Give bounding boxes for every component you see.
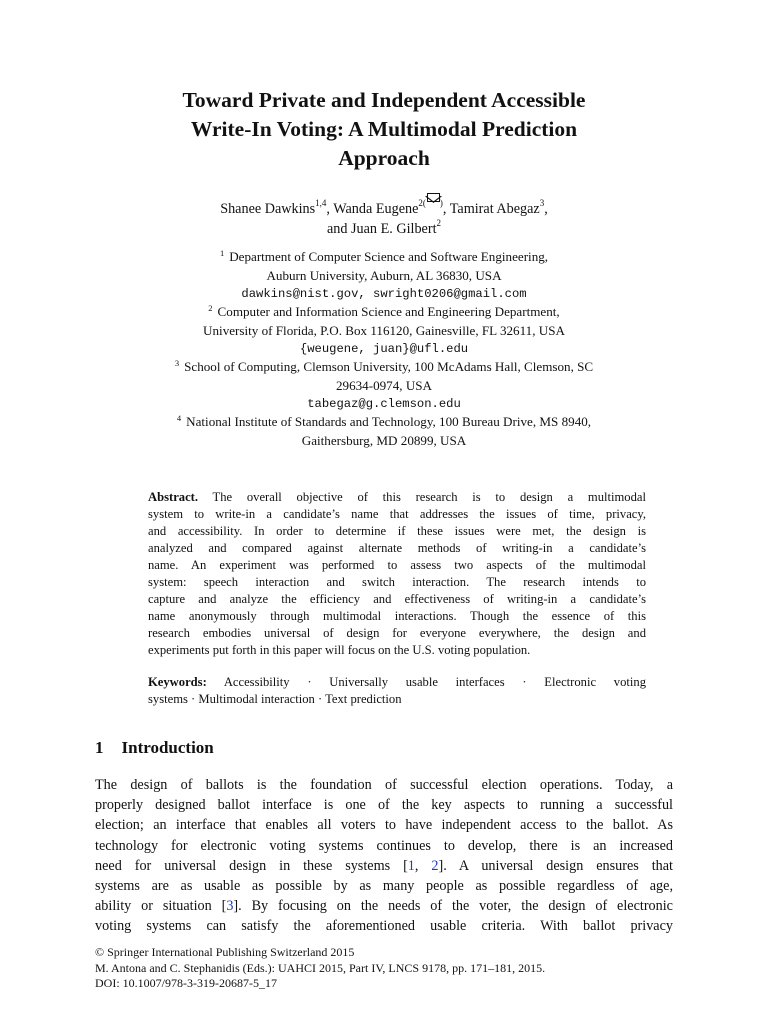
keywords-text: Accessibility · Universally usable interfaces · Electronic voting — [206, 675, 646, 689]
affiliation-text: Auburn University, Auburn, AL 36830, USA — [266, 268, 502, 283]
abstract-line: experiments put forth in this paper will focus on the U.S. voting population. — [148, 643, 531, 657]
author-line-1 — [95, 199, 673, 219]
affiliation-email[interactable]: tabegaz@g.clemson.edu — [307, 397, 461, 411]
footer-copyright: © Springer International Publishing Switzerland 2015 — [95, 945, 355, 959]
affiliation-4 — [95, 413, 673, 432]
author-superscript: 1,4 — [315, 198, 327, 209]
affiliation-text: University of Florida, P.O. Box 116120, Gainesville, FL 32611, USA — [203, 323, 565, 338]
affiliation-text: Gaithersburg, MD 20899, USA — [301, 433, 467, 448]
affiliation-email[interactable]: {weugene, juan}@ufl.edu — [299, 342, 469, 356]
section-heading — [95, 738, 214, 758]
abstract-text: The overall objective of this research is to design a multimodal — [198, 490, 646, 504]
abstract-line: system to write-in a candidate’s name that addresses the issues of time, privacy, — [148, 507, 646, 521]
author-superscript: 2 — [436, 218, 442, 229]
abstract-line: capture and analyze the efficiency and effectiveness of writing-in a candidate’s — [148, 592, 646, 606]
citation-link[interactable]: 1 — [407, 857, 415, 874]
author-list — [95, 199, 673, 239]
affiliation-3 — [95, 358, 673, 377]
affiliation-text: 29634-0974, USA — [335, 378, 433, 393]
citation-link[interactable]: 3 — [226, 898, 234, 915]
abstract — [148, 489, 646, 659]
body-text-span: , — [414, 857, 432, 874]
title-line-1: Toward Private and Independent Accessible — [182, 88, 586, 112]
footer-citation: M. Antona and C. Stephanidis (Eds.): UAHCI 2015, Part IV, LNCS 9178, pp. 171–181, 2015. — [95, 960, 546, 975]
affiliation-2 — [95, 303, 673, 322]
affiliation-number: 4 — [176, 413, 182, 423]
section-title: Introduction — [121, 738, 214, 757]
title-line-3: Approach — [338, 146, 430, 170]
affiliation-text: School of Computing, Clemson University, 100 McAdams Hall, Clemson, SC — [184, 359, 594, 374]
author-superscript: 2( ) — [418, 198, 443, 208]
author-line-2 — [95, 219, 673, 239]
affiliation-number: 2 — [208, 303, 213, 313]
paper-title — [95, 86, 673, 173]
abstract-line: research embodies universal of design for everyone everywhere, the design and — [148, 626, 646, 640]
body-line: election; an interface that enables all voters to have independent access to the ballot. As — [95, 817, 673, 834]
section-number: 1 — [95, 738, 104, 757]
author-superscript: 3 — [539, 198, 545, 209]
page-footer — [95, 945, 545, 992]
author-name: and Juan E. Gilbert — [326, 221, 437, 237]
affiliation-number: 1 — [219, 248, 225, 258]
author-name: , Wanda Eugene — [326, 201, 419, 217]
author-separator: , — [544, 201, 548, 217]
body-line: systems are as usable as possible by as many people as possible regardless of age, — [95, 877, 673, 894]
keywords-line — [148, 674, 646, 691]
abstract-line: and accessibility. In order to determine if these issues were met, the design is — [148, 524, 646, 538]
abstract-label: Abstract. — [148, 490, 199, 504]
abstract-line: analyzed and compared against alternate methods of writing-in a candidate’s — [148, 541, 646, 555]
body-text-span: ability or situation [ — [95, 898, 227, 915]
body-text-span: ]. A universal design ensures that — [438, 857, 674, 874]
author-name: Shanee Dawkins — [220, 201, 316, 217]
affiliation-text: National Institute of Standards and Technology, 100 Bureau Drive, MS 8940, — [186, 414, 592, 429]
body-line — [95, 896, 673, 916]
citation-link[interactable]: 2 — [431, 857, 439, 874]
affiliation-1 — [95, 248, 673, 267]
body-line — [95, 856, 673, 876]
body-line: voting systems can satisfy the aforementioned usable criteria. With ballot privacy — [95, 918, 673, 935]
affiliation-text: Department of Computer Science and Software Engineering, — [229, 249, 549, 264]
abstract-line: name anonymously through multimodal interactions. Though the essence of this — [148, 609, 646, 623]
title-line-2: Write-In Voting: A Multimodal Prediction — [190, 117, 578, 141]
body-text-span: ]. By focusing on the needs of the voter, the design of electronic — [233, 898, 673, 915]
keywords-line: systems · Multimodal interaction · Text prediction — [148, 692, 402, 706]
author-name: , Tamirat Abegaz — [442, 201, 540, 217]
body-line: The design of ballots is the foundation of successful election operations. Today, a — [95, 777, 673, 793]
body-line: properly designed ballot interface is one of the key aspects to running a successful — [95, 797, 673, 814]
footer-doi[interactable]: DOI: 10.1007/978-3-319-20687-5_17 — [95, 976, 277, 990]
abstract-line: system: speech interaction and switch interaction. The research intends to — [148, 575, 646, 589]
keywords-label: Keywords: — [148, 675, 207, 689]
abstract-line — [148, 489, 646, 506]
envelope-icon — [427, 193, 440, 202]
affiliations — [95, 248, 673, 450]
affiliation-email[interactable]: dawkins@nist.gov, swright0206@gmail.com — [241, 287, 527, 301]
body-text — [95, 775, 673, 937]
affiliation-text: Computer and Information Science and Engineering Department, — [217, 304, 560, 319]
body-text-span: need for universal design in these systems [ — [95, 857, 408, 874]
abstract-line: name. An experiment was performed to assess two aspects of the multimodal — [148, 558, 646, 572]
affiliation-number: 3 — [174, 358, 180, 368]
body-line: technology for electronic voting systems continues to develop, there is an increased — [95, 837, 673, 854]
keywords — [148, 674, 646, 708]
